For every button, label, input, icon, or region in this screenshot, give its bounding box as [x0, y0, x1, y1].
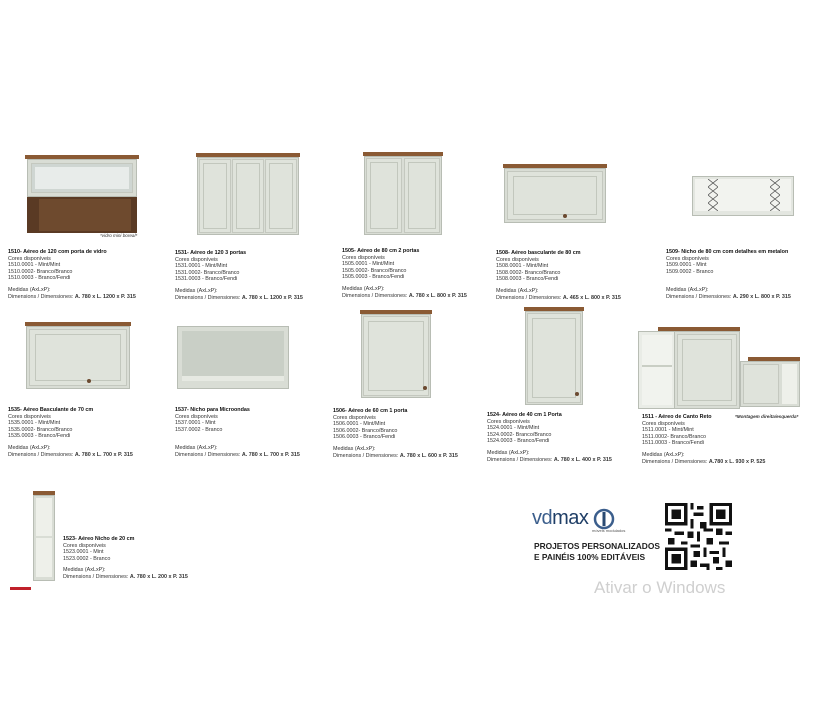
- product-title: 1535- Aéreo Basculante de 70 cm: [8, 407, 94, 413]
- cabinet-1511-variant-image: [740, 357, 800, 407]
- measures-label: Medidas (AxLxP):: [8, 286, 51, 293]
- metal-detail-icon: [770, 179, 780, 211]
- dimensions-value: A. 780 x L. 1200 x P. 315: [74, 293, 136, 300]
- dimensions-value: A. 780 x L. 600 x P. 315: [399, 452, 458, 459]
- colors-label: Cores disponíveis: [333, 414, 376, 421]
- color-option: 1511.0002- Branco/Branco: [642, 433, 707, 440]
- product-title: 1524- Aéreo de 40 cm 1 Porta: [487, 412, 562, 418]
- dimensions-label: Dimensions / Dimensiones:: [175, 294, 241, 301]
- color-option: 1524.0001 - Mint/Mint: [487, 425, 540, 432]
- measures-label: Medidas (AxLxP):: [642, 451, 685, 458]
- colors-label: Cores disponíveis: [666, 255, 709, 262]
- product-1524-info: [487, 412, 612, 463]
- product-1509-info: [666, 249, 791, 301]
- product-title: 1511 - Aéreo de Canto Reto: [642, 414, 712, 420]
- dimensions-label: Dimensions / Dimensiones:: [487, 456, 553, 463]
- color-option: 1505.0001 - Mint/Mint: [342, 261, 395, 268]
- measures-label: Medidas (AxLxP):: [487, 449, 530, 456]
- colors-label: Cores disponíveis: [342, 254, 385, 261]
- product-1537-info: [175, 407, 300, 459]
- color-option: 1537.0002 - Branco: [175, 426, 223, 433]
- dimensions-label: Dimensions / Dimensiones:: [496, 294, 562, 301]
- measures-label: Medidas (AxLxP):: [666, 287, 709, 294]
- dimensions-value: A. 780 x L. 1200 x P. 315: [241, 294, 303, 301]
- metal-detail-icon: [708, 179, 718, 211]
- cabinet-1535-image: [25, 322, 131, 389]
- colors-label: Cores disponíveis: [175, 256, 218, 263]
- color-option: 1537.0001 - Mint: [175, 420, 216, 427]
- niche-1537-image: [177, 326, 289, 389]
- color-option: 1506.0003 - Branco/Fendi: [333, 434, 396, 441]
- promo-line-1: PROJETOS PERSONALIZADOS: [534, 541, 660, 551]
- brand-tagline: móveis modulados: [592, 528, 626, 533]
- product-1506-info: [333, 408, 458, 459]
- cabinet-1505-image: [363, 152, 443, 235]
- product-1531-info: [175, 250, 303, 301]
- colors-label: Cores disponíveis: [8, 255, 51, 262]
- product-title: 1509- Nicho de 80 cm com detalhes em metalon: [666, 249, 789, 255]
- colors-label: Cores disponíveis: [496, 256, 539, 263]
- product-1535-info: [8, 407, 133, 458]
- product-1505-info: [342, 248, 467, 299]
- color-option: 1509.0002 - Branco: [666, 268, 714, 275]
- dimensions-value: A.780 x L. 930 x P. 525: [708, 458, 766, 465]
- windows-activation-watermark: Ativar o Windows: [594, 578, 726, 597]
- product-title: 1505- Aéreo de 80 cm 2 portas: [342, 248, 420, 254]
- color-option: 1531.0001 - Mint/Mint: [175, 263, 228, 270]
- color-option: 1506.0001 - Mint/Mint: [333, 421, 386, 428]
- brand-name-b: max: [552, 507, 589, 529]
- cabinet-1524-image: [524, 307, 584, 405]
- color-option: 1509.0001 - Mint: [666, 262, 707, 269]
- color-option: 1508.0003 - Branco/Fendi: [496, 276, 559, 283]
- color-option: 1508.0001 - Mint/Mint: [496, 263, 549, 270]
- dimensions-label: Dimensions / Dimensiones:: [63, 573, 129, 580]
- dimensions-label: Dimensions / Dimensiones:: [333, 452, 399, 459]
- color-option: 1535.0003 - Branco/Fendi: [8, 433, 71, 440]
- product-1523-info: [63, 536, 188, 581]
- measures-label: Medidas (AxLxP):: [175, 287, 218, 294]
- color-option: 1523.0002 - Branco: [63, 555, 111, 562]
- dimensions-label: Dimensions / Dimensiones:: [175, 451, 241, 458]
- colors-label: Cores disponíveis: [487, 418, 530, 425]
- measures-label: Medidas (AxLxP):: [8, 444, 51, 451]
- colors-label: Cores disponíveis: [175, 413, 218, 420]
- cabinet-1531-image: [196, 153, 300, 235]
- product-1511-info: [642, 414, 765, 465]
- measures-label: Medidas (AxLxP):: [63, 567, 106, 574]
- cabinet-1506-image: [360, 310, 432, 398]
- color-option: 1531.0002- Branco/Branco: [175, 269, 240, 276]
- dimensions-value: A. 780 x L. 700 x P. 315: [74, 451, 133, 458]
- color-option: 1531.0003 - Branco/Fendi: [175, 276, 238, 283]
- product-title: 1523- Aéreo Nicho de 20 cm: [63, 536, 135, 542]
- product-1508-info: [496, 250, 621, 301]
- color-option: 1535.0001 - Mint/Mint: [8, 420, 61, 427]
- product-title: 1510- Aéreo de 120 com porta de vidro: [8, 249, 107, 255]
- dimensions-value: A. 780 x L. 400 x P. 315: [553, 456, 612, 463]
- color-option: 1508.0002- Branco/Branco: [496, 269, 561, 276]
- promo-line-2: E PAINÉIS 100% EDITÁVEIS: [534, 551, 646, 562]
- niche-1509-image: [692, 176, 794, 216]
- dimensions-label: Dimensions / Dimensiones:: [8, 293, 74, 300]
- colors-label: Cores disponíveis: [63, 542, 106, 549]
- product-1510-info: [8, 249, 136, 300]
- note-1510: *vidro mini boreal*: [100, 233, 138, 238]
- color-option: 1506.0002- Branco/Branco: [333, 427, 398, 434]
- color-option: 1505.0002- Branco/Branco: [342, 267, 407, 274]
- dimensions-label: Dimensions / Dimensiones:: [8, 451, 74, 458]
- color-option: 1510.0001 - Mint/Mint: [8, 262, 61, 269]
- note-1511: *Montagem direita/esquerda*: [735, 414, 799, 419]
- measures-label: Medidas (AxLxP):: [496, 287, 539, 294]
- measures-label: Medidas (AxLxP):: [175, 445, 218, 452]
- brand-emblem-icon: [593, 508, 615, 530]
- colors-label: Cores disponíveis: [8, 413, 51, 420]
- color-option: 1524.0002- Branco/Branco: [487, 431, 552, 438]
- dimensions-value: A. 780 x L. 700 x P. 315: [241, 451, 300, 458]
- color-option: 1535.0002- Branco/Branco: [8, 426, 73, 433]
- product-title: 1506- Aéreo de 60 cm 1 porta: [333, 408, 408, 414]
- niche-1523-image: [33, 491, 55, 581]
- color-option: 1510.0002- Branco/Branco: [8, 268, 73, 275]
- dimensions-value: A. 780 x L. 800 x P. 315: [408, 292, 467, 299]
- red-mark: [10, 587, 31, 590]
- color-option: 1511.0001 - Mint/Mint: [642, 427, 694, 434]
- product-title: 1537- Nicho para Microondas: [175, 407, 250, 413]
- color-option: 1524.0003 - Branco/Fendi: [487, 438, 550, 445]
- qr-code-icon: [665, 503, 732, 570]
- cabinet-1510-image: [25, 155, 139, 235]
- color-option: 1511.0003 - Branco/Fendi: [642, 440, 704, 447]
- promo-text: [534, 541, 660, 562]
- measures-label: Medidas (AxLxP):: [342, 285, 385, 292]
- color-option: 1510.0003 - Branco/Fendi: [8, 275, 71, 282]
- color-option: 1505.0003 - Branco/Fendi: [342, 274, 405, 281]
- brand-logo: [532, 507, 615, 530]
- measures-label: Medidas (AxLxP):: [333, 445, 376, 452]
- cabinet-1508-image: [503, 164, 607, 223]
- dimensions-label: Dimensions / Dimensiones:: [666, 293, 732, 300]
- color-option: 1523.0001 - Mint: [63, 549, 104, 556]
- dimensions-label: Dimensions / Dimensiones:: [342, 292, 408, 299]
- dimensions-label: Dimensions / Dimensiones:: [642, 458, 708, 465]
- dimensions-value: A. 465 x L. 800 x P. 315: [562, 294, 621, 301]
- brand-name-a: vd: [532, 507, 553, 529]
- product-title: 1531- Aéreo de 120 3 portas: [175, 250, 247, 256]
- cabinet-1511-image: [638, 327, 740, 409]
- product-title: 1508- Aéreo basculante de 80 cm: [496, 250, 581, 256]
- dimensions-value: A. 290 x L. 800 x P. 315: [732, 293, 791, 300]
- dimensions-value: A. 780 x L. 200 x P. 315: [129, 573, 188, 580]
- colors-label: Cores disponíveis: [642, 420, 685, 427]
